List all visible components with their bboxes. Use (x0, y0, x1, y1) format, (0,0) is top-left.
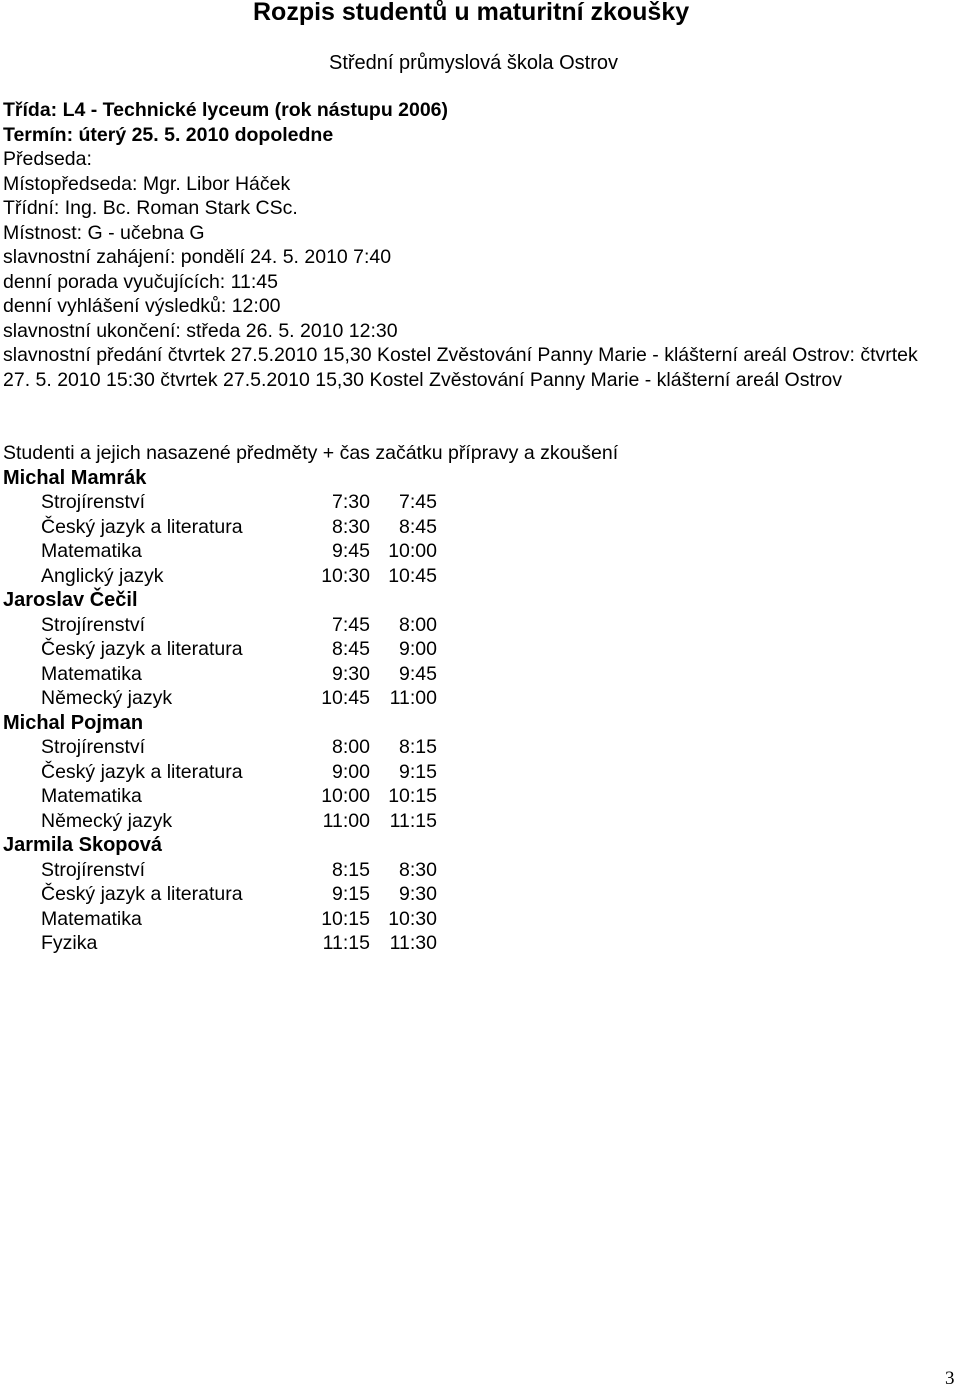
subject-row (3, 735, 953, 760)
prep-time: 9:45 (332, 540, 370, 562)
vice-chair-line: Místopředseda: Mgr. Libor Háček (3, 172, 291, 195)
ceremony-line: slavnostní předání čtvrtek 27.5.2010 15,30 Kostel Zvěstování Panny Marie - klášterní areál Ostrov: čtvrtek 27. 5. 2010 15:30 čtvrtek 27.5.2010 15,30 Kostel Zvěstování Panny Marie - klášterní areál Ostrov (3, 344, 918, 391)
subject-row (3, 539, 953, 564)
student-list (3, 466, 953, 956)
subject-name: Matematika (41, 907, 142, 930)
prep-time: 9:00 (332, 760, 370, 783)
meeting-line: denní porada vyučujících: 11:45 (3, 270, 278, 293)
exam-time: 9:00 (399, 638, 437, 660)
prep-time: 10:00 (321, 785, 370, 807)
subject-row (3, 882, 953, 907)
subject-name: Matematika (41, 785, 142, 807)
prep-time: 8:30 (332, 515, 370, 538)
subject-name: Strojírenství (41, 491, 146, 513)
subject-row (3, 809, 953, 834)
exam-info-block (3, 98, 953, 392)
subject-row (3, 686, 953, 711)
subject-name: Německý jazyk (41, 809, 173, 832)
exam-time: 11:30 (389, 932, 437, 954)
prep-time: 11:00 (322, 809, 370, 832)
exam-time: 8:15 (399, 736, 437, 758)
page-number: 3 (945, 1368, 955, 1389)
prep-time: 8:45 (332, 638, 370, 660)
prep-time: 10:30 (321, 564, 370, 587)
student-name: Michal Mamrák (3, 466, 147, 489)
term-line: Termín: úterý 25. 5. 2010 dopoledne (3, 123, 334, 146)
subject-name: Strojírenství (41, 613, 146, 636)
document-title: Rozpis studentů u maturitní zkoušky (253, 0, 690, 26)
student-name: Jaroslav Čečil (3, 589, 138, 611)
subject-name: Anglický jazyk (41, 564, 164, 587)
opening-line: slavnostní zahájení: pondělí 24. 5. 2010 7:40 (3, 246, 392, 268)
exam-time: 10:00 (388, 540, 437, 562)
subject-name: Český jazyk a literatura (41, 760, 243, 783)
subject-name: Matematika (41, 662, 142, 685)
prep-time: 8:00 (332, 736, 370, 758)
students-heading: Studenti a jejich nasazené předměty + čas začátku přípravy a zkoušení (3, 442, 619, 464)
subject-row (3, 858, 953, 883)
prep-time: 8:15 (332, 858, 370, 881)
subject-row (3, 613, 953, 638)
subject-name: Matematika (41, 540, 142, 562)
subject-name: Strojírenství (41, 736, 146, 758)
subject-row (3, 931, 953, 956)
students-section (3, 441, 953, 956)
exam-time: 9:45 (399, 662, 437, 685)
closing-line: slavnostní ukončení: středa 26. 5. 2010 12:30 (3, 319, 398, 342)
subject-row (3, 760, 953, 785)
exam-time: 10:45 (388, 564, 437, 587)
exam-time: 9:30 (399, 883, 437, 905)
exam-time: 10:30 (388, 907, 437, 930)
school-name: Střední průmyslová škola Ostrov (329, 52, 618, 74)
prep-time: 9:30 (332, 662, 370, 685)
exam-time: 10:15 (388, 785, 437, 807)
subject-row (3, 907, 953, 932)
room-line: Místnost: G - učebna G (3, 221, 205, 244)
results-line: denní vyhlášení výsledků: 12:00 (3, 295, 281, 317)
subject-row (3, 564, 953, 589)
subject-row (3, 490, 953, 515)
exam-time: 7:45 (399, 491, 437, 513)
exam-time: 9:15 (399, 760, 437, 783)
prep-time: 7:30 (332, 491, 370, 513)
subject-name: Německý jazyk (41, 687, 173, 709)
class-teacher-line: Třídní: Ing. Bc. Roman Stark CSc. (3, 197, 298, 219)
subject-name: Strojírenství (41, 858, 146, 881)
subject-row (3, 515, 953, 540)
subject-name: Český jazyk a literatura (41, 638, 243, 660)
subject-row (3, 637, 953, 662)
subject-row (3, 784, 953, 809)
class-line: Třída: L4 - Technické lyceum (rok nástupu 2006) (3, 99, 449, 121)
chair-line: Předseda: (3, 148, 92, 170)
exam-time: 11:00 (389, 687, 437, 709)
prep-time: 11:15 (322, 932, 370, 954)
exam-time: 8:00 (399, 613, 437, 636)
exam-time: 11:15 (389, 809, 437, 832)
subject-name: Fyzika (41, 932, 98, 954)
subject-name: Český jazyk a literatura (41, 883, 243, 905)
prep-time: 10:45 (321, 687, 370, 709)
subject-row (3, 662, 953, 687)
subject-name: Český jazyk a literatura (41, 515, 243, 538)
prep-time: 10:15 (321, 907, 370, 930)
prep-time: 9:15 (332, 883, 370, 905)
prep-time: 7:45 (332, 613, 370, 636)
student-name: Jarmila Skopová (3, 834, 162, 856)
exam-time: 8:30 (399, 858, 437, 881)
student-name: Michal Pojman (3, 711, 144, 734)
exam-time: 8:45 (399, 515, 437, 538)
